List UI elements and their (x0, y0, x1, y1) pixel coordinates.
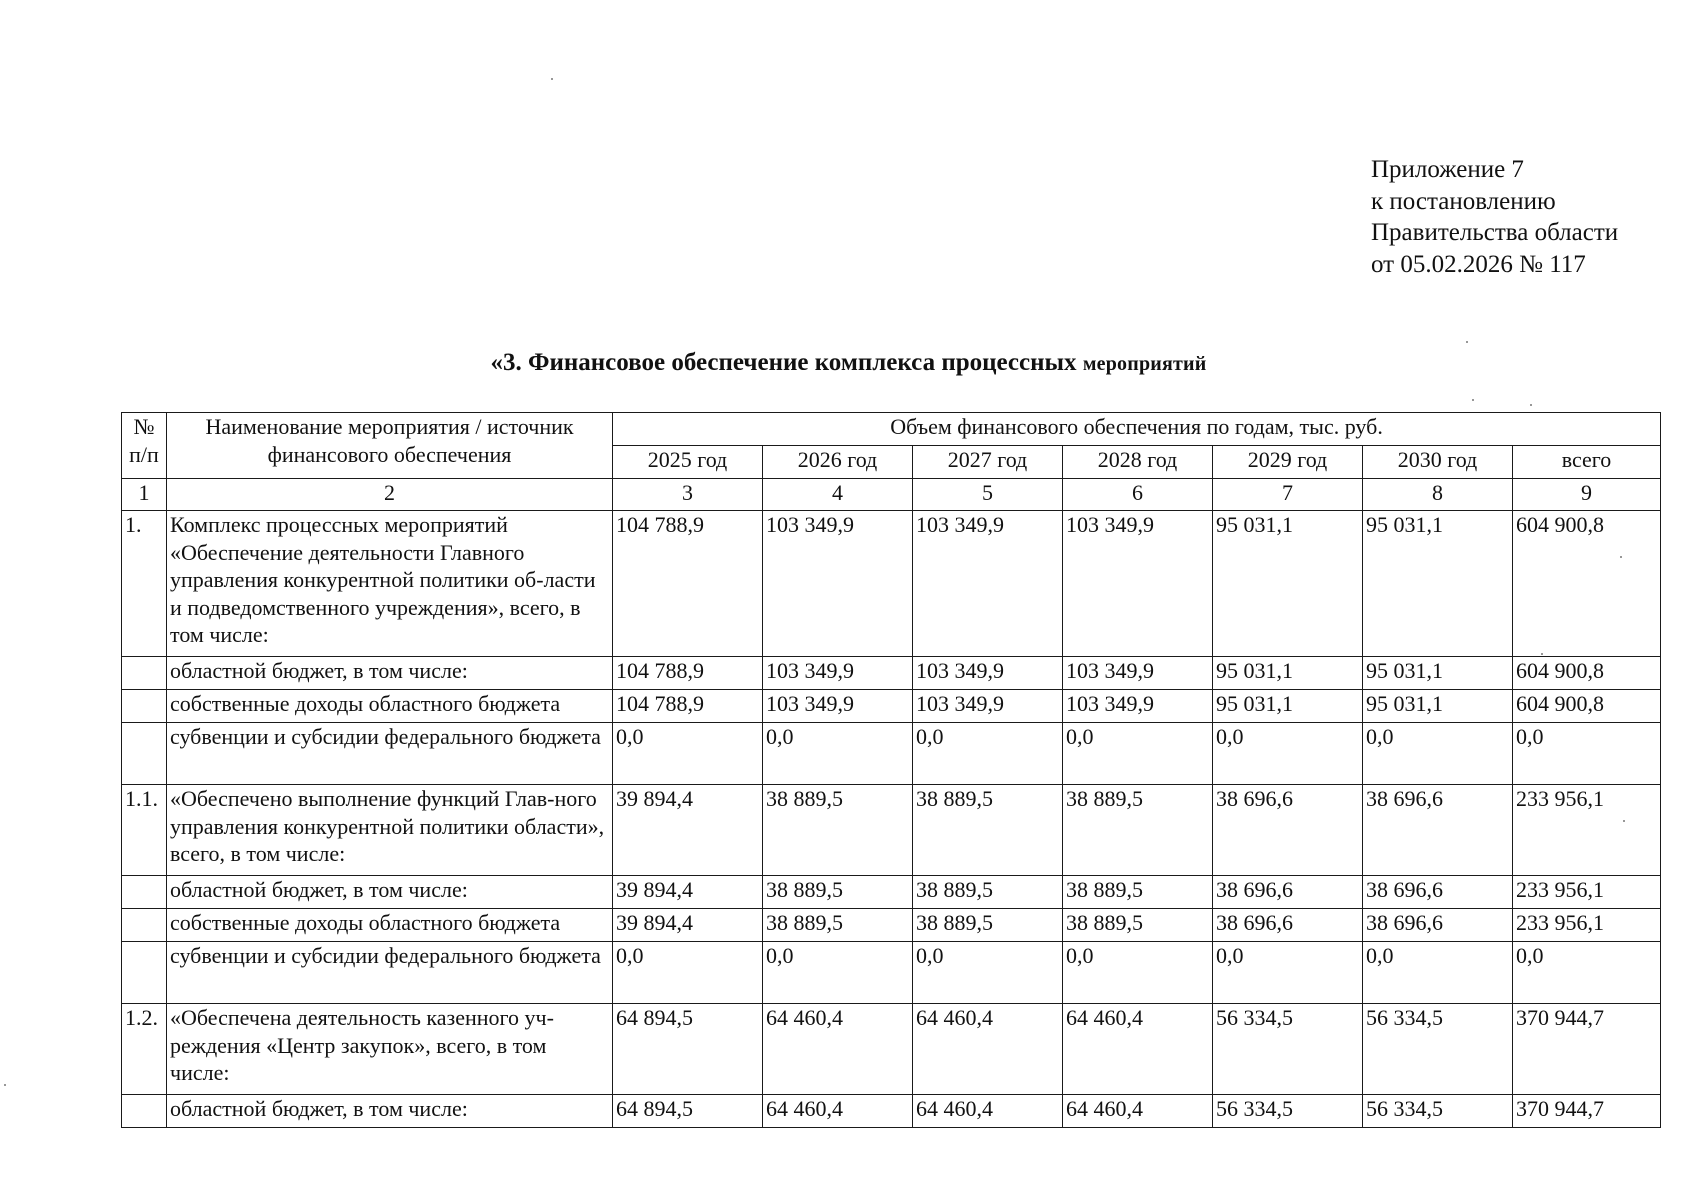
scan-speck (1466, 341, 1468, 343)
header-group: Объем финансового обеспечения по годам, тыс. руб. (613, 413, 1661, 446)
row-total-value: 0,0 (1513, 942, 1661, 1004)
row-year-value: 38 889,5 (1063, 785, 1213, 876)
row-name: собственные доходы областного бюджета (167, 690, 613, 723)
row-year-value: 103 349,9 (913, 657, 1063, 690)
row-year-value: 38 889,5 (763, 876, 913, 909)
row-year-value: 38 889,5 (763, 785, 913, 876)
scan-speck (551, 78, 553, 80)
header-year: 2025 год (613, 446, 763, 479)
row-name: областной бюджет, в том числе: (167, 657, 613, 690)
header-year: 2030 год (1363, 446, 1513, 479)
row-year-value: 56 334,5 (1363, 1095, 1513, 1128)
row-index (122, 942, 167, 1004)
row-name: Комплекс процессных мероприятий «Обеспечение деятельности Главного управления конкурентной политики об-ласти и подведомственного учреждения», всего, в том числе: (167, 511, 613, 657)
column-number: 6 (1063, 479, 1213, 511)
row-year-value: 64 894,5 (613, 1004, 763, 1095)
column-number: 2 (167, 479, 613, 511)
table-row (122, 723, 1661, 785)
header-year: 2029 год (1213, 446, 1363, 479)
row-year-value: 64 894,5 (613, 1095, 763, 1128)
row-year-value: 64 460,4 (1063, 1004, 1213, 1095)
row-year-value: 103 349,9 (913, 690, 1063, 723)
financing-table (121, 412, 1661, 1128)
row-index (122, 876, 167, 909)
header-num: № п/п (122, 413, 167, 479)
section-title (0, 349, 1697, 377)
row-year-value: 0,0 (1063, 723, 1213, 785)
row-index (122, 909, 167, 942)
row-total-value: 233 956,1 (1513, 909, 1661, 942)
row-year-value: 0,0 (1213, 942, 1363, 1004)
appendix-line-3: Правительства области (1371, 219, 1619, 246)
row-year-value: 64 460,4 (763, 1004, 913, 1095)
row-name: собственные доходы областного бюджета (167, 909, 613, 942)
row-year-value: 38 889,5 (1063, 876, 1213, 909)
column-number: 1 (122, 479, 167, 511)
row-year-value: 95 031,1 (1213, 657, 1363, 690)
row-year-value: 64 460,4 (913, 1004, 1063, 1095)
row-year-value: 0,0 (1363, 942, 1513, 1004)
row-year-value: 38 696,6 (1213, 909, 1363, 942)
row-name: областной бюджет, в том числе: (167, 876, 613, 909)
row-year-value: 0,0 (913, 723, 1063, 785)
row-index (122, 1095, 167, 1128)
row-year-value: 64 460,4 (1063, 1095, 1213, 1128)
row-year-value: 0,0 (913, 942, 1063, 1004)
row-year-value: 103 349,9 (913, 511, 1063, 657)
appendix-line-4: от 05.02.2026 № 117 (1371, 250, 1586, 278)
row-year-value: 38 889,5 (763, 909, 913, 942)
row-year-value: 38 889,5 (913, 909, 1063, 942)
row-index (122, 723, 167, 785)
appendix-line-2: к постановлению (1371, 187, 1556, 215)
table-row (122, 785, 1661, 876)
row-year-value: 64 460,4 (763, 1095, 913, 1128)
table-row (122, 1095, 1661, 1128)
column-number: 9 (1513, 479, 1661, 511)
row-year-value: 103 349,9 (763, 657, 913, 690)
row-year-value: 0,0 (613, 723, 763, 785)
row-year-value: 103 349,9 (1063, 690, 1213, 723)
row-name: субвенции и субсидии федерального бюджета (167, 942, 613, 1004)
row-total-value: 604 900,8 (1513, 690, 1661, 723)
row-year-value: 38 696,6 (1363, 876, 1513, 909)
table-row (122, 690, 1661, 723)
table-row (122, 909, 1661, 942)
row-year-value: 0,0 (1213, 723, 1363, 785)
row-year-value: 0,0 (763, 723, 913, 785)
row-index: 1.2. (122, 1004, 167, 1095)
row-year-value: 38 696,6 (1213, 785, 1363, 876)
row-year-value: 95 031,1 (1363, 690, 1513, 723)
header-total: всего (1513, 446, 1661, 479)
row-year-value: 95 031,1 (1363, 511, 1513, 657)
row-year-value: 103 349,9 (763, 511, 913, 657)
row-year-value: 95 031,1 (1213, 511, 1363, 657)
section-title-main: «3. Финансовое обеспечение комплекса процессных (490, 349, 1077, 376)
column-numbers-row (122, 479, 1661, 511)
scan-speck (4, 1084, 6, 1086)
row-year-value: 38 696,6 (1213, 876, 1363, 909)
row-year-value: 64 460,4 (913, 1095, 1063, 1128)
table-row (122, 511, 1661, 657)
row-name: «Обеспечено выполнение функций Глав-ного управления конкурентной политики области», всего, в том числе: (167, 785, 613, 876)
row-total-value: 604 900,8 (1513, 657, 1661, 690)
appendix-line-1: Приложение 7 (1371, 156, 1524, 183)
row-total-value: 370 944,7 (1513, 1004, 1661, 1095)
row-year-value: 38 889,5 (913, 785, 1063, 876)
row-index (122, 690, 167, 723)
row-year-value: 39 894,4 (613, 876, 763, 909)
row-index (122, 657, 167, 690)
table-row (122, 942, 1661, 1004)
column-number: 3 (613, 479, 763, 511)
row-year-value: 56 334,5 (1363, 1004, 1513, 1095)
scan-speck (1530, 404, 1532, 406)
row-year-value: 38 889,5 (913, 876, 1063, 909)
row-year-value: 104 788,9 (613, 511, 763, 657)
scan-speck (1620, 556, 1622, 558)
scan-speck (1541, 653, 1543, 655)
header-year: 2026 год (763, 446, 913, 479)
header-year: 2027 год (913, 446, 1063, 479)
row-year-value: 38 696,6 (1363, 909, 1513, 942)
row-total-value: 370 944,7 (1513, 1095, 1661, 1128)
table-row (122, 657, 1661, 690)
row-year-value: 104 788,9 (613, 657, 763, 690)
row-year-value: 56 334,5 (1213, 1095, 1363, 1128)
row-year-value: 0,0 (1363, 723, 1513, 785)
row-year-value: 56 334,5 (1213, 1004, 1363, 1095)
row-year-value: 95 031,1 (1363, 657, 1513, 690)
row-year-value: 0,0 (1063, 942, 1213, 1004)
scan-speck (1472, 399, 1474, 401)
row-total-value: 604 900,8 (1513, 511, 1661, 657)
row-year-value: 103 349,9 (1063, 657, 1213, 690)
row-year-value: 0,0 (763, 942, 913, 1004)
row-index: 1.1. (122, 785, 167, 876)
header-name: Наименование мероприятия / источник финансового обеспечения (167, 413, 613, 479)
row-index: 1. (122, 511, 167, 657)
row-year-value: 39 894,4 (613, 909, 763, 942)
row-year-value: 38 696,6 (1363, 785, 1513, 876)
column-number: 8 (1363, 479, 1513, 511)
row-year-value: 0,0 (613, 942, 763, 1004)
row-year-value: 38 889,5 (1063, 909, 1213, 942)
header-year: 2028 год (1063, 446, 1213, 479)
row-year-value: 39 894,4 (613, 785, 763, 876)
row-total-value: 0,0 (1513, 723, 1661, 785)
row-name: областной бюджет, в том числе: (167, 1095, 613, 1128)
scan-speck (1623, 820, 1625, 822)
column-number: 7 (1213, 479, 1363, 511)
section-title-tail: мероприятий (1082, 353, 1207, 375)
row-year-value: 95 031,1 (1213, 690, 1363, 723)
row-year-value: 103 349,9 (763, 690, 913, 723)
appendix-block (1371, 154, 1618, 280)
row-name: «Обеспечена деятельность казенного уч-реждения «Центр закупок», всего, в том числе: (167, 1004, 613, 1095)
row-total-value: 233 956,1 (1513, 785, 1661, 876)
column-number: 5 (913, 479, 1063, 511)
column-number: 4 (763, 479, 913, 511)
row-year-value: 103 349,9 (1063, 511, 1213, 657)
row-name: субвенции и субсидии федерального бюджета (167, 723, 613, 785)
table-row (122, 876, 1661, 909)
row-total-value: 233 956,1 (1513, 876, 1661, 909)
row-year-value: 104 788,9 (613, 690, 763, 723)
table-row (122, 1004, 1661, 1095)
